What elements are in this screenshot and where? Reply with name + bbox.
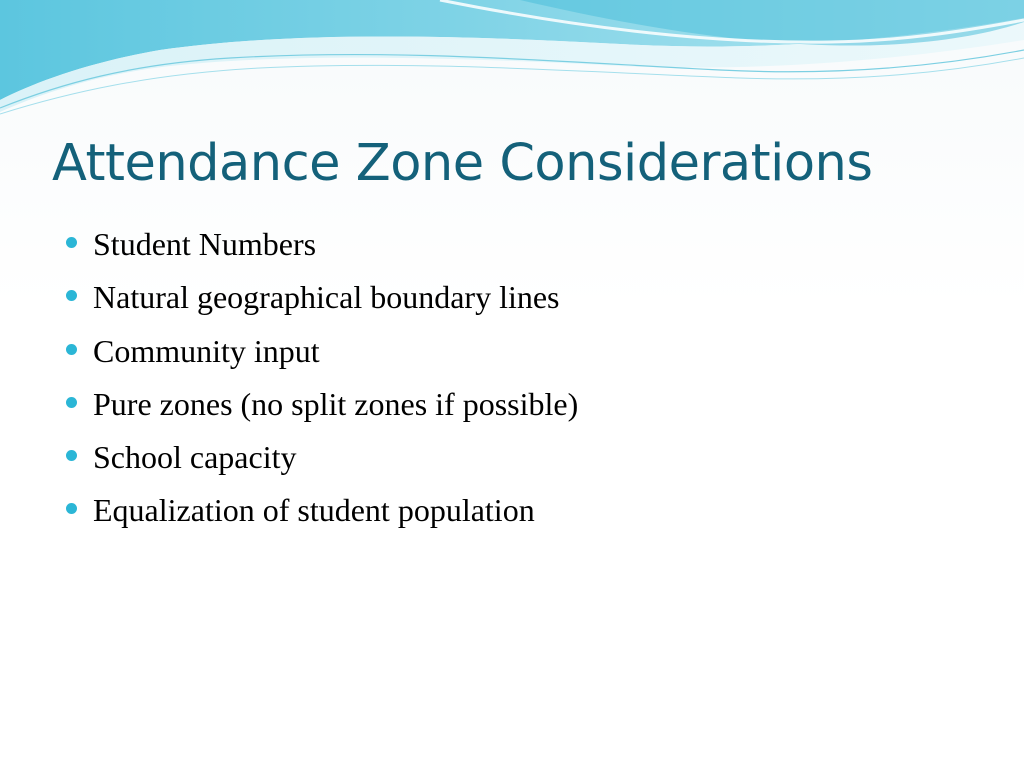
bullet-dot-icon: [66, 344, 77, 355]
bullet-text: Pure zones (no split zones if possible): [93, 385, 579, 422]
bullet-dot-icon: [66, 397, 77, 408]
bullet-text: Student Numbers: [93, 226, 317, 262]
bullet-text: Equalization of student population: [93, 492, 535, 529]
bullet-text: School capacity: [93, 439, 297, 476]
decorative-wave-header: [0, 0, 1024, 130]
slide-title: Attendance Zone Considerations: [52, 134, 873, 193]
bullet-text: Community input: [93, 332, 320, 369]
bullet-dot-icon: [66, 237, 77, 248]
bullet-dot-icon: [66, 503, 77, 514]
bullet-dot-icon: [66, 290, 77, 301]
bullet-dot-icon: [66, 450, 77, 461]
bullet-text: Natural geographical boundary lines: [93, 279, 560, 316]
